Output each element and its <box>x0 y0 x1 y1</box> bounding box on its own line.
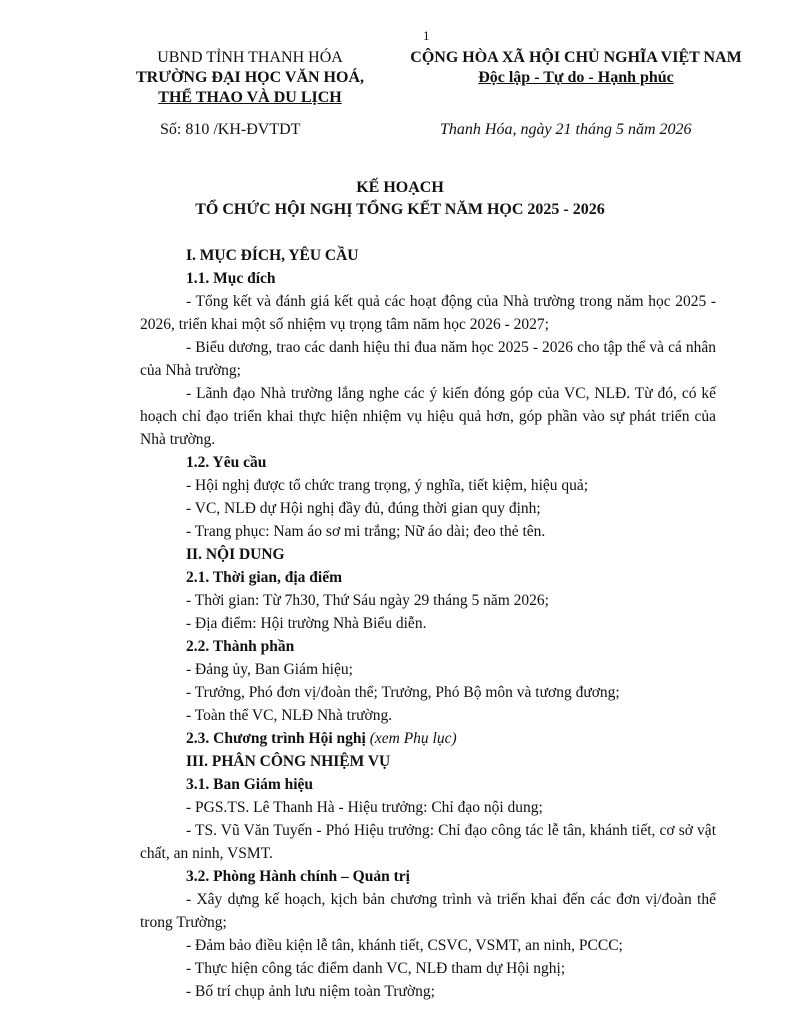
bullet-item: - Đảm bảo điều kiện lễ tân, khánh tiết, CSVC, VSMT, an ninh, PCCC; <box>186 937 623 954</box>
issuer-block <box>132 48 368 108</box>
bullet-item: - Bố trí chụp ảnh lưu niệm toàn Trường; <box>186 983 435 1000</box>
paragraph: - TS. Vũ Văn Tuyến - Phó Hiệu trưởng: Chỉ đạo công tác lễ tân, khánh tiết, cơ sở vật chất, an ninh, VSMT. <box>140 822 716 862</box>
motto: Độc lập - Tự do - Hạnh phúc <box>478 69 674 86</box>
paragraph: - Tổng kết và đánh giá kết quả các hoạt động của Nhà trường trong năm học 2025 - 2026, triển khai một số nhiệm vụ trọng tâm năm học 2026 - 2027; <box>140 293 716 333</box>
bullet-item: - Toàn thể VC, NLĐ Nhà trường. <box>186 707 393 724</box>
subsection-heading: 1.2. Yêu cầu <box>186 454 267 471</box>
bullet-item: - Địa điểm: Hội trường Nhà Biểu diễn. <box>186 615 427 632</box>
program-heading: 2.3. Chương trình Hội nghị <box>186 730 366 747</box>
national-motto-block <box>388 48 764 88</box>
bullet-item: - VC, NLĐ dự Hội nghị đầy đủ, đúng thời gian quy định; <box>186 500 541 517</box>
subsection-heading: 3.2. Phòng Hành chính – Quản trị <box>186 868 410 885</box>
issuer-name-line2: THỂ THAO VÀ DU LỊCH <box>158 89 342 106</box>
document-number: Số: 810 /KH-ĐVTDT <box>160 121 301 138</box>
document-title <box>0 177 800 221</box>
subsection-heading: 2.2. Thành phần <box>186 638 295 655</box>
country-name: CỘNG HÒA XÃ HỘI CHỦ NGHĨA VIỆT NAM <box>410 49 742 66</box>
issuer-authority: UBND TỈNH THANH HÓA <box>157 49 343 66</box>
bullet-item: - Đảng ủy, Ban Giám hiệu; <box>186 661 353 678</box>
subsection-heading: 1.1. Mục đích <box>186 270 276 287</box>
title-line2: TỔ CHỨC HỘI NGHỊ TỔNG KẾT NĂM HỌC 2025 - 2026 <box>195 201 605 218</box>
section-heading: III. PHÂN CÔNG NHIỆM VỤ <box>186 753 391 770</box>
bullet-item: - Thực hiện công tác điểm danh VC, NLĐ tham dự Hội nghị; <box>186 960 566 977</box>
bullet-item: - Trưởng, Phó đơn vị/đoàn thể; Trưởng, Phó Bộ môn và tương đương; <box>186 684 620 701</box>
issuer-name-line1: TRƯỜNG ĐẠI HỌC VĂN HOÁ, <box>135 69 364 86</box>
bullet-item: - Hội nghị được tổ chức trang trọng, ý nghĩa, tiết kiệm, hiệu quả; <box>186 477 589 494</box>
paragraph: - Lãnh đạo Nhà trường lắng nghe các ý kiến đóng góp của VC, NLĐ. Từ đó, có kế hoạch chỉ đạo triển khai thực hiện nhiệm vụ hiệu quả hơn, góp phần vào sự phát triển của Nhà trường. <box>140 385 716 448</box>
title-line1: KẾ HOẠCH <box>356 179 444 196</box>
appendix-note: (xem Phụ lục) <box>369 730 457 747</box>
document-body <box>140 244 716 1003</box>
paragraph: - Biểu dương, trao các danh hiệu thi đua năm học 2025 - 2026 cho tập thể và cá nhân của Nhà trường; <box>140 339 716 379</box>
bullet-item: - Thời gian: Từ 7h30, Thứ Sáu ngày 29 tháng 5 năm 2026; <box>186 592 549 609</box>
bullet-item: - PGS.TS. Lê Thanh Hà - Hiệu trưởng: Chỉ đạo nội dung; <box>186 799 543 816</box>
subsection-heading: 2.1. Thời gian, địa điểm <box>186 569 343 586</box>
subsection-heading <box>186 727 716 750</box>
bullet-item: - Trang phục: Nam áo sơ mi trắng; Nữ áo dài; đeo thẻ tên. <box>186 523 546 540</box>
subsection-heading: 3.1. Ban Giám hiệu <box>186 776 314 793</box>
paragraph: - Xây dựng kế hoạch, kịch bản chương trình và triển khai đến các đơn vị/đoàn thể trong Trường; <box>140 891 716 931</box>
page-number: 1 <box>423 28 430 43</box>
document-date: Thanh Hóa, ngày 21 tháng 5 năm 2026 <box>440 121 692 138</box>
section-heading: II. NỘI DUNG <box>186 546 285 563</box>
section-heading: I. MỤC ĐÍCH, YÊU CẦU <box>186 247 359 264</box>
